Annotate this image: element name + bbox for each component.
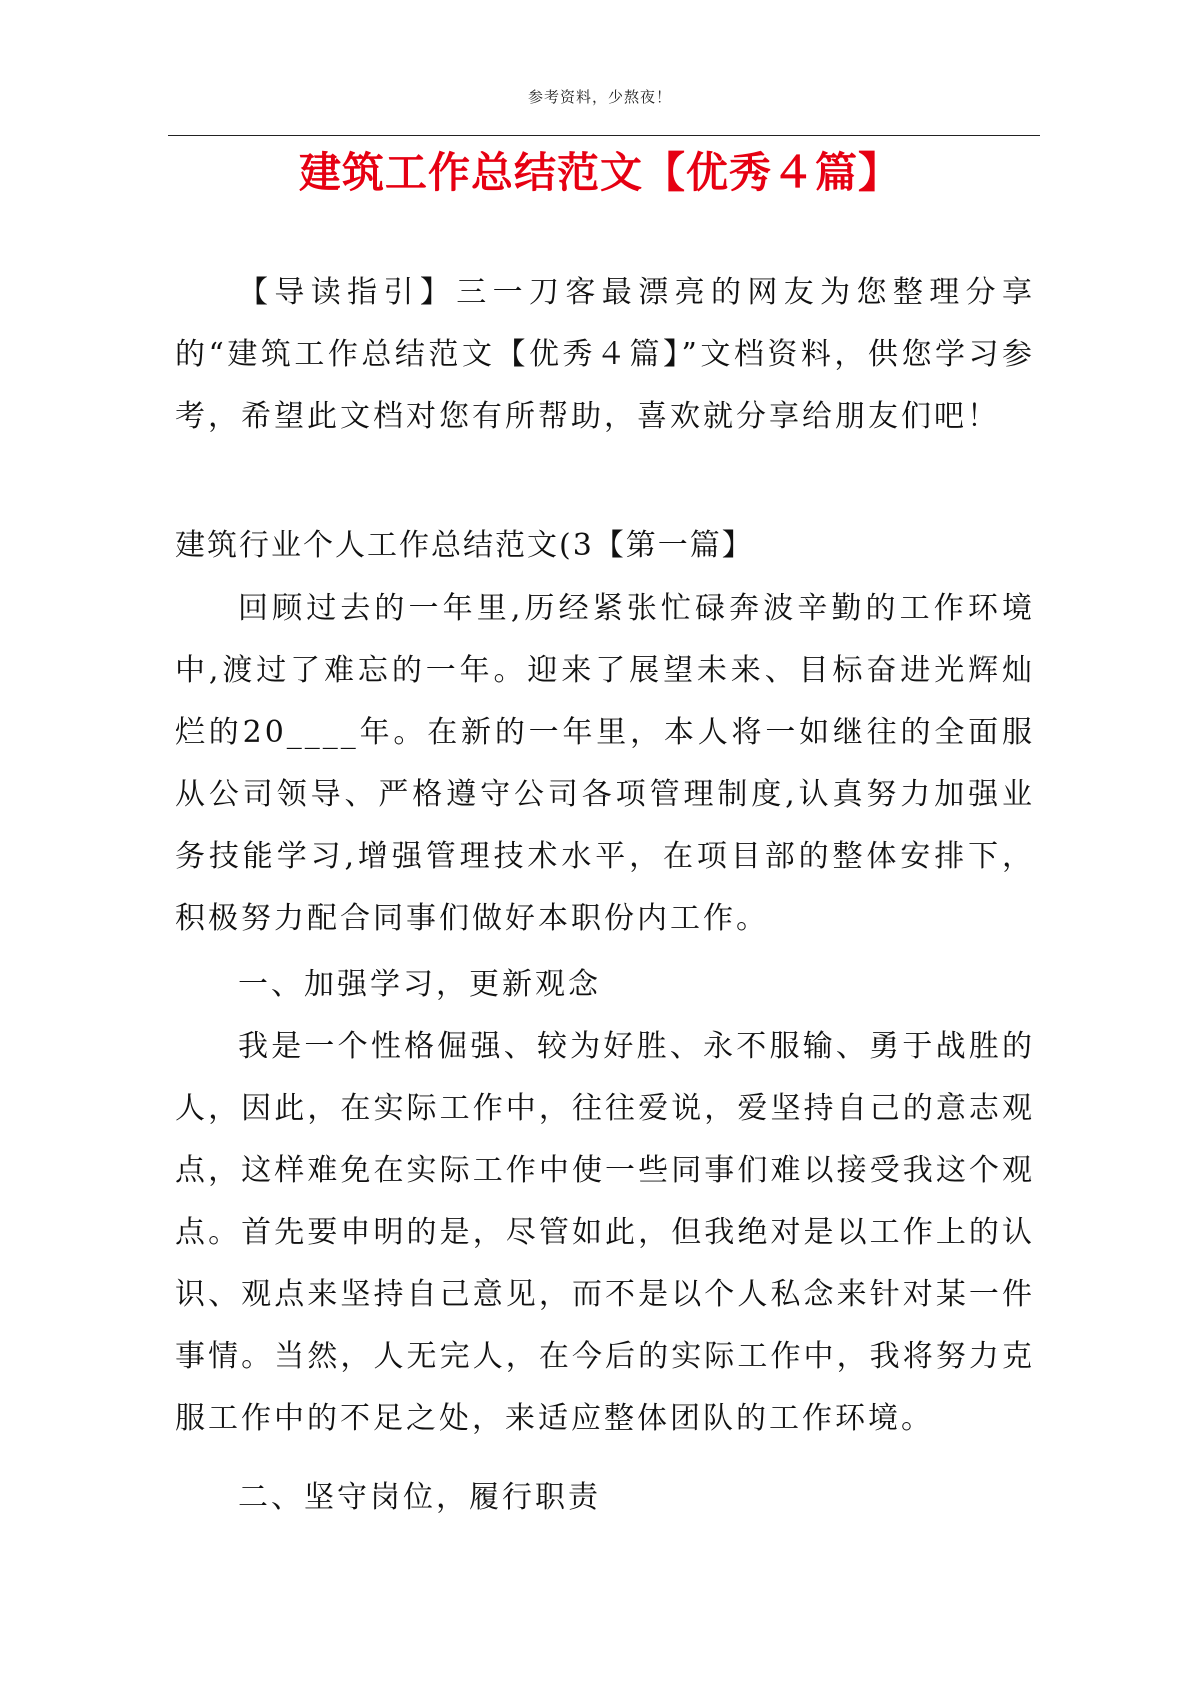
subheading-1: 一、加强学习，更新观念: [238, 967, 601, 1002]
document-title: 建筑工作总结范文【优秀４篇】: [298, 148, 901, 197]
section-heading: 建筑行业个人工作总结范文(3【第一篇】: [175, 528, 754, 563]
header-note: 参考资料，少熬夜！: [527, 88, 672, 106]
header-divider: [168, 135, 1040, 136]
subheading-2: 二、坚守岗位，履行职责: [238, 1480, 601, 1515]
body-paragraph-1: 回顾过去的一年里,历经紧张忙碌奔波辛勤的工作环境中,渡过了难忘的一年。迎来了展望未来、目标奋进光辉灿烂的20____年。在新的一年里，本人将一如继往的全面服从公司领导、严格遵守公司各项管理制度,认真努力加强业务技能学习,增强管理技术水平，在项目部的整体安排下，积极努力配合同事们做好本职份内工作。: [175, 591, 1035, 936]
body-paragraph-2: 我是一个性格倔强、较为好胜、永不服输、勇于战胜的人，因此，在实际工作中，往往爱说，爱坚持自己的意志观点，这样难免在实际工作中使一些同事们难以接受我这个观点。首先要申明的是，尽管如此，但我绝对是以工作上的认识、观点来坚持自己意见，而不是以个人私念来针对某一件事情。当然，人无完人，在今后的实际工作中，我将努力克服工作中的不足之处，来适应整体团队的工作环境。: [175, 1029, 1035, 1436]
intro-paragraph: 【导读指引】三一刀客最漂亮的网友为您整理分享的“建筑工作总结范文【优秀４篇】”文档资料，供您学习参考，希望此文档对您有所帮助，喜欢就分享给朋友们吧！: [175, 275, 1035, 434]
